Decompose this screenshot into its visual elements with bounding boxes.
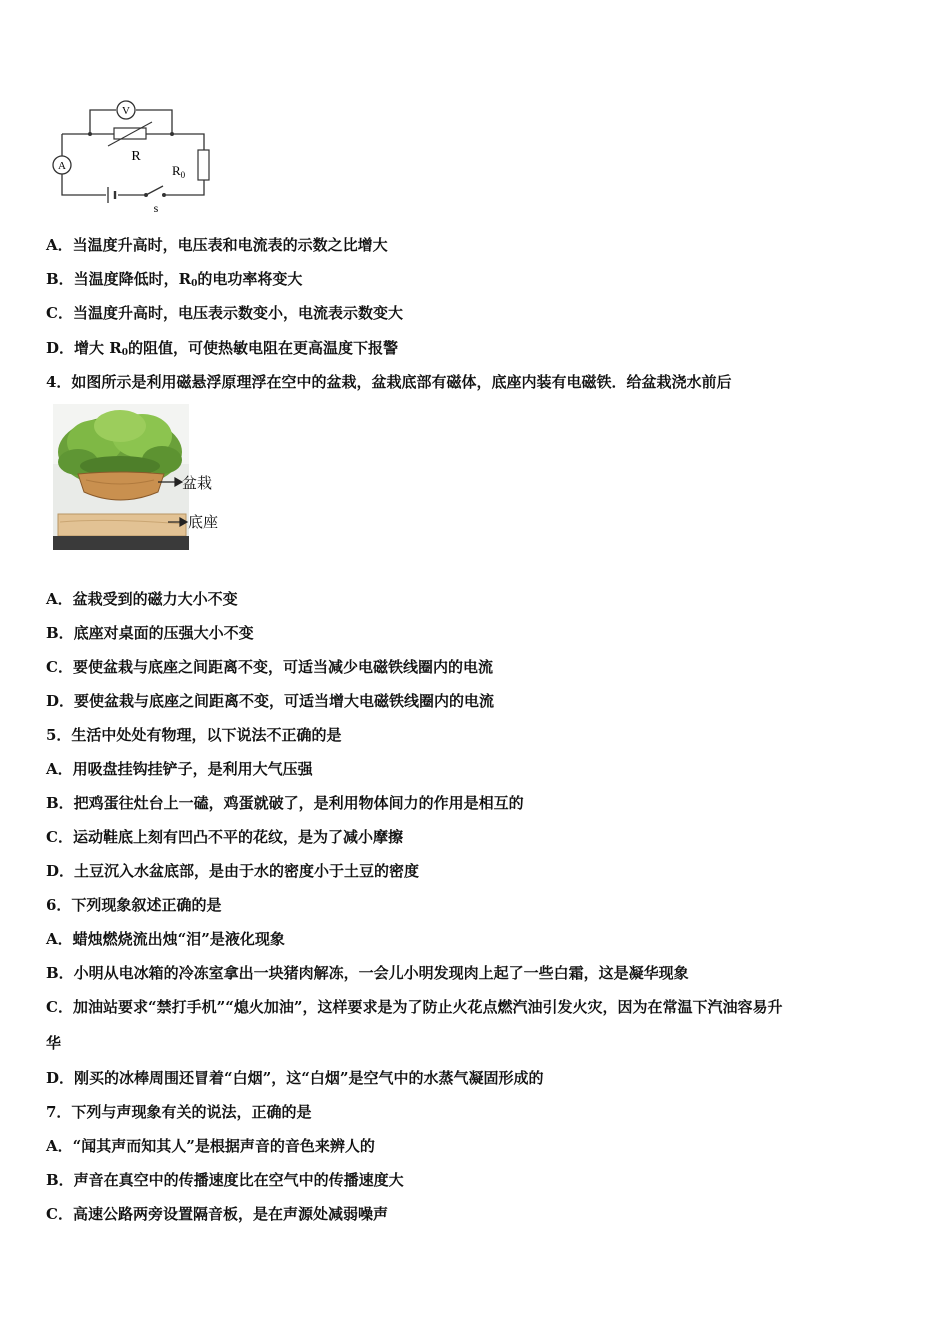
- battery-symbol: [108, 187, 115, 203]
- q7-option-c: C．高速公路两旁设置隔音板，是在声源处减弱噪声: [46, 1205, 388, 1223]
- q6-option-c-line2: 华: [46, 1034, 62, 1052]
- q6-option-d: D．刚买的冰棒周围还冒着“白烟”，这“白烟”是空气中的水蒸气凝固形成的: [46, 1069, 544, 1087]
- q5-stem: 5．生活中处处有物理，以下说法不正确的是: [46, 726, 342, 744]
- q6-stem: 6．下列现象叙述正确的是: [46, 896, 222, 914]
- q5-option-d: D．土豆沉入水盆底部，是由于水的密度小于土豆的密度: [46, 862, 420, 880]
- q3-option-d: D．增大 $R_0$的阻值，可使热敏电阻在更高温度下报警: [46, 339, 398, 358]
- voltmeter-label: V: [122, 105, 130, 117]
- q6-option-c-line1: C．加油站要求“禁打手机”“熄火加油”，这样要求是为了防止火花点燃汽油引发火灾，因为在常温下汽油容易升: [46, 998, 783, 1016]
- ammeter-label: A: [58, 160, 66, 172]
- q4-option-c: C．要使盆栽与底座之间距离不变，可适当减少电磁铁线圈内的电流: [46, 658, 493, 676]
- resistor-r0-label: $R_0$: [172, 163, 186, 180]
- q4-option-b: B．底座对桌面的压强大小不变: [46, 624, 254, 642]
- q7-option-a: A．“闻其声而知其人”是根据声音的音色来辨人的: [46, 1137, 375, 1155]
- resistor-r0-symbol: [198, 150, 209, 180]
- switch-label: s: [153, 201, 159, 215]
- q5-option-c: C．运动鞋底上刻有凹凸不平的花纹，是为了减小摩擦: [46, 828, 403, 846]
- resistor-r-label: R: [131, 149, 141, 164]
- q6-option-a: A．蜡烛燃烧流出烛“泪”是液化现象: [46, 930, 285, 948]
- q5-option-a: A．用吸盘挂钩挂铲子，是利用大气压强: [46, 760, 313, 778]
- q4-stem: 4．如图所示是利用磁悬浮原理浮在空中的盆栽，盆栽底部有磁体，底座内装有电磁铁．给盆栽浇水前后: [46, 373, 732, 391]
- q7-option-b: B．声音在真空中的传播速度比在空气中的传播速度大: [46, 1171, 404, 1189]
- q3-option-b: B．当温度降低时，$R_0$的电功率将变大: [46, 270, 303, 289]
- switch-symbol: [144, 186, 166, 197]
- q3-option-a: A．当温度升高时，电压表和电流表的示数之比增大: [46, 236, 388, 254]
- circuit-diagram: [44, 94, 220, 218]
- q3-option-c: C．当温度升高时，电压表示数变小，电流表示数变大: [46, 304, 403, 322]
- q7-stem: 7．下列与声现象有关的说法，正确的是: [46, 1103, 312, 1121]
- levitating-plant-figure: [50, 404, 228, 552]
- q4-option-a: A．盆栽受到的磁力大小不变: [46, 590, 238, 608]
- label-base: 底座: [188, 513, 219, 531]
- q6-option-b: B．小明从电冰箱的冷冻室拿出一块猪肉解冻，一会儿小明发现肉上起了一些白霜，这是凝华现象: [46, 964, 689, 982]
- q4-option-d: D．要使盆栽与底座之间距离不变，可适当增大电磁铁线圈内的电流: [46, 692, 495, 710]
- base-block: [58, 514, 186, 536]
- q5-option-b: B．把鸡蛋往灶台上一磕，鸡蛋就破了，是利用物体间力的作用是相互的: [46, 794, 524, 812]
- label-pot: 盆栽: [182, 474, 213, 492]
